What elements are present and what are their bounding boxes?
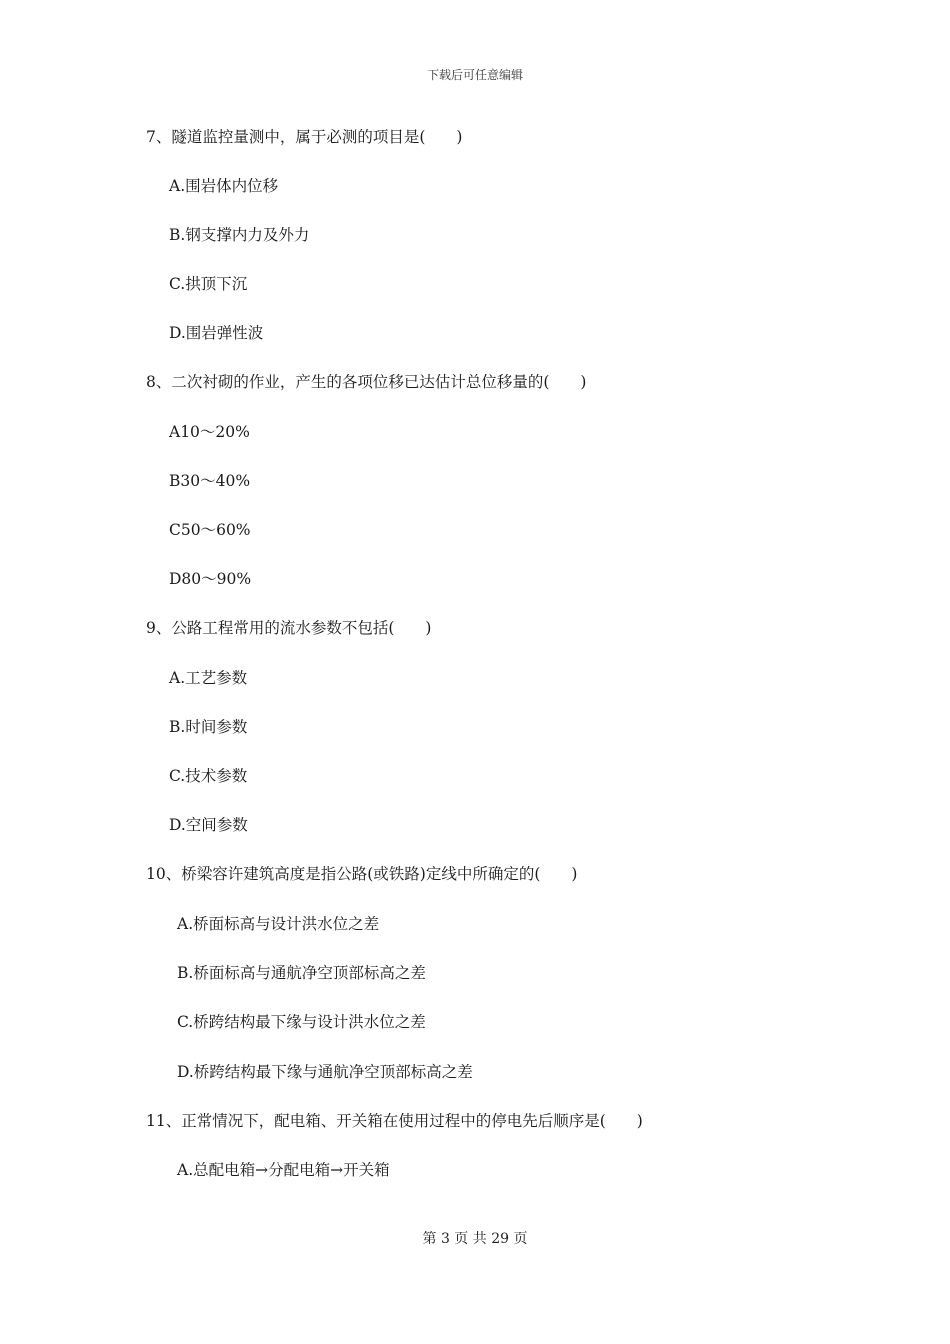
option-11-a: A.总配电箱→分配电箱→开关箱 xyxy=(177,1161,390,1179)
page-footer: 第 3 页 共 29 页 xyxy=(422,1231,528,1247)
option-9-c: C.技术参数 xyxy=(169,767,248,785)
option-7-b: B.钢支撑内力及外力 xyxy=(169,226,310,244)
option-7-a: A.围岩体内位移 xyxy=(169,177,279,195)
option-7-c: C.拱顶下沉 xyxy=(169,275,248,293)
option-8-b: B30～40% xyxy=(169,472,251,490)
option-8-a: A10～20% xyxy=(169,423,250,441)
option-7-d: D.围岩弹性波 xyxy=(169,324,264,342)
option-10-b: B.桥面标高与通航净空顶部标高之差 xyxy=(177,964,426,982)
question-8: 8、二次衬砌的作业，产生的各项位移已达估计总位移量的( ) xyxy=(146,373,587,391)
option-10-c: C.桥跨结构最下缘与设计洪水位之差 xyxy=(177,1013,426,1031)
question-9: 9、公路工程常用的流水参数不包括( ) xyxy=(146,619,432,637)
option-9-a: A.工艺参数 xyxy=(169,669,248,687)
option-8-c: C50～60% xyxy=(169,521,251,539)
option-9-b: B.时间参数 xyxy=(169,718,248,736)
question-7: 7、隧道监控量测中，属于必测的项目是( ) xyxy=(146,128,463,146)
option-10-a: A.桥面标高与设计洪水位之差 xyxy=(177,915,380,933)
question-11: 11、正常情况下，配电箱、开关箱在使用过程中的停电先后顺序是( ) xyxy=(146,1112,643,1130)
question-10: 10、桥梁容许建筑高度是指公路(或铁路)定线中所确定的( ) xyxy=(146,865,578,883)
option-10-d: D.桥跨结构最下缘与通航净空顶部标高之差 xyxy=(177,1063,473,1081)
header-note: 下载后可任意编辑 xyxy=(426,68,523,82)
option-9-d: D.空间参数 xyxy=(169,816,248,834)
option-8-d: D80～90% xyxy=(169,570,252,588)
